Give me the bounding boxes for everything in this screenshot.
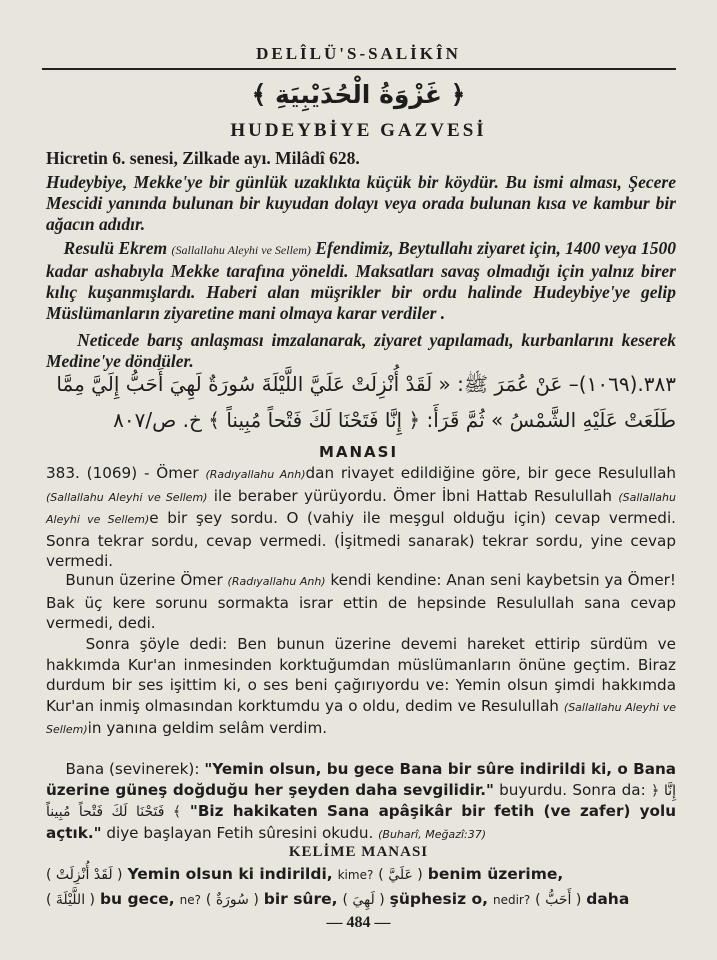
manasi-p1-a: 383. (1069) - Ömer [46, 464, 199, 482]
manasi-p1-d: e bir şey sordu. O (vahiy ile meşgul olduğu için) cevap vermedi. Sonra tekrar sordu, cevap vermedi. (İşitmedi sanarak) tekrar sordu, yine cevap vermedi. [46, 509, 676, 571]
kelime-line-1 [46, 862, 676, 888]
manasi-p4-arabic: ﴿ إِنَّا فَتَحْنَا لَكَ فَتْحاً مُبِيناً ﴾ [46, 782, 677, 821]
manasi-p3-a: Sonra şöyle dedi: Ben bunun üzerine devemi hareket ettirip sürdüm ve hakkımda Kur'an inmesinden korktuğumdan müslümanların önüne geçtim. Biraz durdum bir ses işittim ki, o ses beni çağırıyordu ve: Yemin olsun şimdi hakkımda Kur'an inmiş olmasından korktumdu ya o oldu, dedim ve Resulullah [46, 635, 676, 715]
kelime-q-2: ne? [179, 893, 201, 907]
intro-p2-text-b: Efendimiz, Beytullahı ziyaret için, 1400 veya 1500 kadar ashabıyla Mekke tarafına yöneldi. Maksatları savaş olmadığı için yalnız birer kılıç kuşanmışlardı. Haberi alan müşrikler bir ordu halinde Hudeybiye'ye gelip Müslümanların ziyaretine mani olmaya karar verdiler . [46, 238, 677, 323]
manasi-p2-note: (Radıyallahu Anh) [227, 575, 326, 588]
kelime-t-2: benim üzerime, [427, 865, 564, 883]
manasi-paragraph-1 [46, 463, 676, 572]
manasi-paragraph-2 [46, 570, 676, 634]
manasi-p4-quote: "Yemin olsun, bu gece Bana bir sûre indirildi ki, o Bana üzerine güneş doğduğu her şeyden daha sevgilidir." [46, 760, 677, 799]
kelime-q-1: kime? [337, 868, 374, 882]
hadith-arabic-line-1: ٣٨٣.(١٠٦٩)– عَنْ عُمَرَ ﷺ: « لَقَدْ أُنْزِلَتْ عَلَيَّ اللَّيْلَةَ سُورَةٌ لَهِيَ أَحَبُّ إِلَيَّ مِمَّا [56, 372, 676, 396]
section-title: HUDEYBİYE GAZVESİ [230, 120, 487, 141]
manasi-p1-b: dan rivayet edildiğine göre, bir gece Resulullah [305, 464, 677, 482]
kelime-t-6: daha [586, 890, 630, 908]
intro-p3-text: Neticede barış anlaşması imzalanarak, ziyaret yapılamadı, kurbanlarını keserek Medine'ye döndüler. [46, 330, 677, 371]
manasi-p1-note2: (Sallallahu Aleyhi ve Sellem) [46, 490, 208, 504]
running-header: DELÎLÜ'S-SALİKÎN [256, 44, 461, 63]
date-line: Hicretin 6. senesi, Zilkade ayı. Milâdî 628. [46, 148, 360, 168]
kelime-line-2 [46, 887, 676, 913]
kelime-q-3: nedir? [492, 893, 531, 907]
manasi-p3-b: in yanına geldim selâm verdim. [87, 719, 328, 738]
kelime-ar-5: ( لَهِيَ ) [342, 892, 385, 908]
kelime-ar-2: ( عَلَيَّ ) [378, 867, 423, 883]
kelime-ar-1: ( لَقَدْ أُنْزِلَتْ ) [46, 867, 123, 883]
kelime-ar-6: ( أَحَبُّ ) [535, 892, 582, 908]
manasi-p2-a: Bunun üzerine Ömer [65, 571, 223, 589]
manasi-p4-quote-2: "Biz hakikaten Sana apâşikâr bir fetih (ve zafer) yolu açtık." [46, 802, 677, 842]
manasi-p3-note: (Sallallahu Aleyhi ve Sellem) [46, 700, 677, 737]
kelime-ar-4: ( سُورَةٌ ) [205, 892, 259, 908]
kelime-t-1: Yemin olsun ki indirildi, [127, 865, 333, 883]
manasi-paragraph-4 [46, 759, 676, 845]
manasi-p4-c: diye başlayan Fetih sûresini okudu. [106, 823, 374, 842]
manasi-p1-note1: (Radıyallahu Anh) [205, 468, 306, 481]
kelime-heading: KELİME MANASI [288, 844, 429, 860]
manasi-p4-source: (Buharî, Meğazî:37) [378, 827, 487, 841]
manasi-heading: MANASI [318, 443, 399, 461]
manasi-p4-b: buyurdu. Sonra da: [499, 780, 646, 799]
hadith-arabic-line-2: طَلَعَتْ عَلَيْهِ الشَّمْسُ » ثُمَّ قَرَأَ: ﴿ إِنَّا فَتَحْنَا لَكَ فَتْحاً مُبِيناً ﴾ خ. ص/٨٠٧ [113, 408, 676, 432]
kelime-t-3: bu gece, [99, 890, 175, 908]
manasi-paragraph-3 [46, 634, 676, 741]
manasi-p1-c: ile beraber yürüyordu. Ömer İbni Hattab Resulullah [213, 486, 612, 505]
kelime-ar-3: ( اللَّيْلَةَ ) [46, 892, 95, 908]
intro-paragraph-2 [46, 238, 676, 324]
header-rule [42, 68, 676, 70]
arabic-chapter-title: ﴿ غَزْوَةُ الْحُدَيْبِيَةِ ﴾ [251, 80, 466, 109]
salawat-note: (Sallallahu Aleyhi ve Sellem) [171, 243, 311, 257]
page-number: — 484 — [326, 914, 391, 931]
intro-paragraph-1: Hudeybiye, Mekke'ye bir günlük uzaklıkta küçük bir köydür. Bu ismi alması, Şecere Mescidi yanında bulunan bir kuyudan dolayı veya orada bulunan kısa ve kambur bir ağacın adıdır. [46, 172, 676, 234]
kelime-t-4: bir sûre, [263, 890, 338, 908]
intro-p2-text-a: Resulü Ekrem [63, 238, 168, 258]
kelime-t-5: şüphesiz o, [389, 890, 489, 908]
manasi-p1-note3: (Sallallahu Aleyhi ve Sellem) [46, 490, 676, 527]
manasi-p4-a: Bana (sevinerek): [65, 760, 200, 778]
intro-paragraph-3 [46, 330, 676, 372]
manasi-p2-b: kendi kendine: Anan seni kaybetsin ya Ömer! Bak üç kere sorunu sormakta israr ettin de hepsinde Resulullah sana cevap vermedi, dedi. [46, 571, 677, 633]
